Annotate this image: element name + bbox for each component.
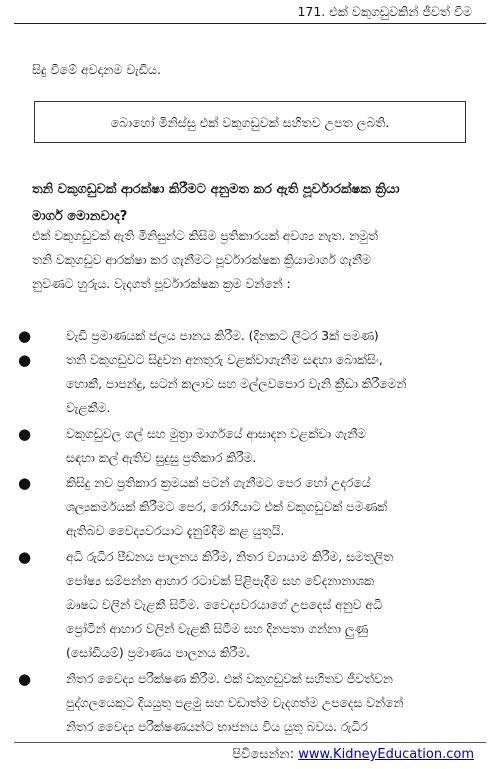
section-question: [32, 176, 472, 230]
footer-label: පිවිසෙන්න:: [232, 747, 295, 762]
list-item-line: පෝෂ්‍ය සම්පන්න ආහාර රටාවක් පිළිපැදීම සහ වේදනානාශක: [66, 574, 375, 588]
paragraph-line: නුවණට හුරුය. වැදගත් පූර්වාරක්ෂක ක්‍රම වන්නේ :: [32, 277, 291, 291]
list-item-line: (සෝඩියම්) ප්‍රමාණය පාලනය කිරීම.: [66, 646, 250, 660]
list-item-line: වැඩි ප්‍රමාණයක් ජලය පානය කිරීම. (දිනකට ලීටර 3ක් පමණ): [66, 329, 379, 343]
intro-text: සිදු වීමේ අවදානම වැඩිය.: [32, 62, 162, 77]
footer-divider: [14, 742, 486, 743]
list-item-line: ඇතිබව වෛද්‍යවරයාට දැනුම්දීම කළ යුතුයි.: [66, 524, 285, 538]
list-item-line: තනි වකුගඩුවට සිදුවන අනතුරු වළක්වාගැනීම සඳහා බොක්සිං,: [66, 353, 383, 367]
paragraph-line: එක් වකුගඩුවක් ඇති මිනිසුන්ට කිසිම ප්‍රතිකාරයක් අවශ්‍ය නැත. නමුත්: [32, 229, 378, 243]
highlight-box: [34, 101, 466, 143]
list-item-line: නිතර වෛද්‍ය පරීක්ෂණයන්ට භාජනය විය යුතු බවය. රුධිර: [66, 720, 368, 734]
website-link[interactable]: www.KidneyEducation.com: [298, 747, 474, 762]
bullet-icon: ●: [18, 327, 32, 345]
chapter-title: 171. එක් වකුගඩුවකින් ජීවත් වීම: [297, 4, 472, 19]
list-item-line: ඖෂධ වලින් වැළකී සිටීම. වෛද්‍යවරයාගේ උපදෙස් අනුව අධි: [66, 598, 383, 612]
bullet-icon: ●: [18, 474, 32, 492]
body-paragraph: [32, 224, 476, 296]
bullet-icon: ●: [18, 670, 32, 688]
question-line: මාර්ග මොනවාද?: [32, 209, 128, 224]
list-item-line: ප්‍රෝටීන් ආහාර වලින් වැළකී සිටීම සහ දිනපතා ගන්නා ලුණු: [66, 622, 369, 636]
list-item-line: වකුගඩුවල ගල් සහ මුත්‍රා මාර්ගයේ ආසාදන වළක්වා ගැනීම: [66, 427, 367, 441]
bullet-icon: ●: [18, 425, 32, 443]
highlight-box-text: බොහෝ මිනිස්සු එක් වකුගඩුවක් සහිතව උපත ලබති.: [110, 115, 390, 130]
header-divider: [14, 23, 486, 24]
list-item-line: අධි රුධිර පීඩනය පාලනය කිරීම, නිතර ව්‍යායාම කිරීම, සමතුලිත: [66, 550, 394, 564]
bullet-icon: ●: [18, 351, 32, 369]
list-item-line: සඳහා කල් ඇතිව සුදුසු ප්‍රතිකාර කිරීම.: [66, 451, 257, 465]
list-item-line: නිතර වෛද්‍ය පරීක්ෂණ කිරීම. එක් වකුගඩුවක් සහිතව ජීවත්වන: [66, 672, 393, 686]
list-item-line: වැළකීම.: [66, 401, 111, 415]
list-item-line: පුද්ගලයෙකුට දියයුතු පළමු සහ වඩාත්ම වැදගත්ම උපදෙස වන්නේ: [66, 696, 404, 710]
list-item-line: ශල්‍යකර්මයක් කිරීමට පෙර, රෝගියාට එක් වකුගඩුවක් පමණක්: [66, 500, 388, 514]
list-item-line: කිසිදු නව ප්‍රතිකාර ක්‍රමයක් පටන් ගැනීමට පෙර හෝ උදරයේ: [66, 476, 371, 490]
bullet-icon: ●: [18, 548, 32, 566]
paragraph-line: තනි වකුගඩුව ආරක්ෂා කර ගැනීමට පූර්වාරක්ෂක ක්‍රියාමාර්ග ගැනීම: [32, 253, 371, 267]
page-header: [0, 0, 500, 26]
page-footer: [232, 747, 474, 762]
question-line: තනි වකුගඩුවක් ආරක්ෂා කිරීමට අනුමත කර ඇති පූර්වාරක්ෂක ක්‍රියා: [32, 182, 400, 197]
list-item-line: හොකී, පාපන්දු, සටන් කලාව සහ මල්ලවපොර වැනි ක්‍රීඩා කිරීමෙන්: [66, 377, 407, 391]
